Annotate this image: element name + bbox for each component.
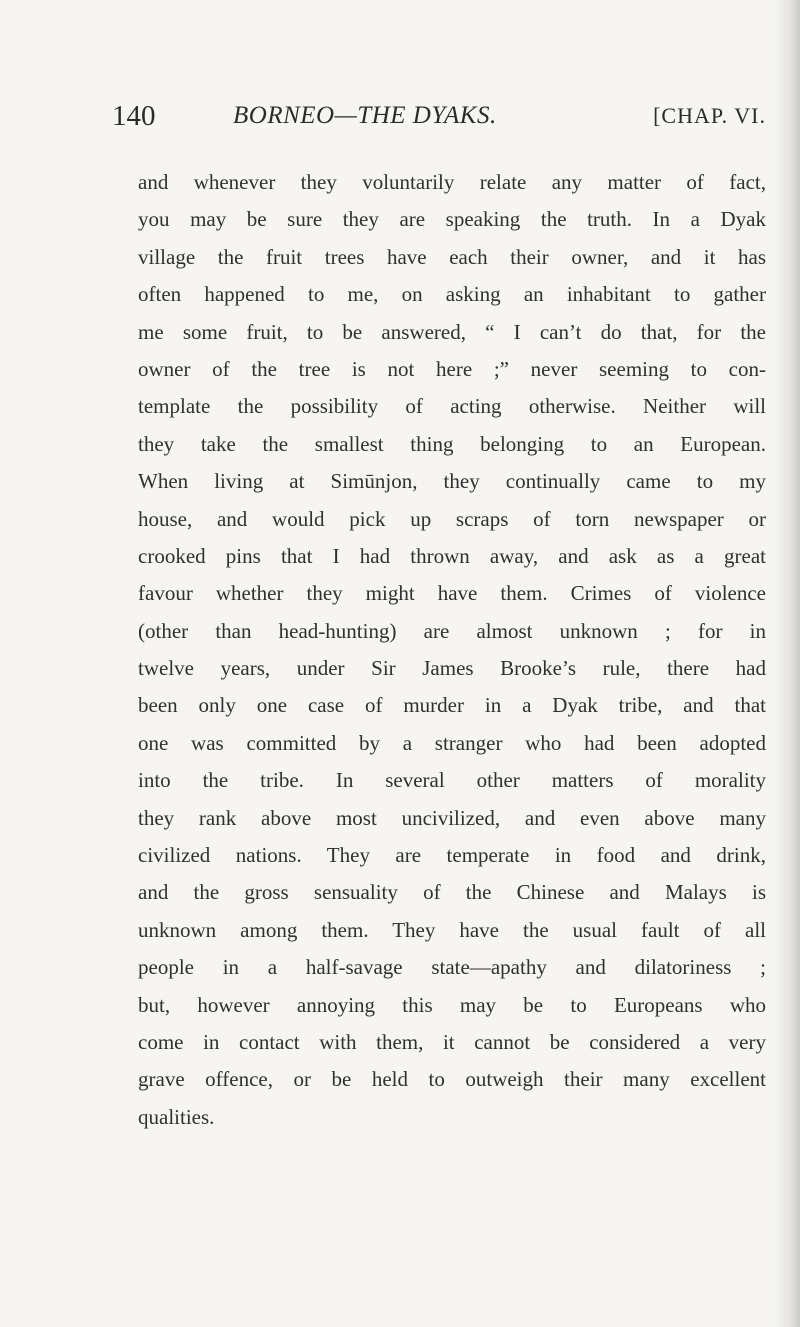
page-number: 140 xyxy=(112,100,156,132)
text-line: template the possibility of acting otherwise. Neither will xyxy=(138,394,766,419)
text-line: house, and would pick up scraps of torn newspaper or xyxy=(138,506,766,531)
text-line: qualities. xyxy=(138,1104,215,1129)
text-line: unknown among them. They have the usual fault of all xyxy=(138,917,766,942)
chapter-reference: [CHAP. VI. xyxy=(653,103,766,128)
text-line: village the fruit trees have each their owner, and it has xyxy=(138,244,766,269)
text-line: they take the smallest thing belonging to an European. xyxy=(138,431,766,456)
text-line: and whenever they voluntarily relate any matter of fact, xyxy=(138,170,766,194)
page-edge-shadow xyxy=(774,0,800,1327)
text-line: me some fruit, to be answered, “ I can’t do that, for the xyxy=(138,319,766,344)
body-text xyxy=(138,164,766,1136)
text-line: and the gross sensuality of the Chinese and Malays is xyxy=(138,880,766,905)
text-line: owner of the tree is not here ;” never seeming to con- xyxy=(138,356,766,381)
text-line: often happened to me, on asking an inhabitant to gather xyxy=(138,282,766,307)
text-line: come in contact with them, it cannot be considered a very xyxy=(138,1029,766,1054)
text-line: into the tribe. In several other matters of morality xyxy=(138,768,766,793)
text-line: grave offence, or be held to outweigh their many excellent xyxy=(138,1067,766,1092)
running-title: BORNEO—THE DYAKS. xyxy=(233,102,497,129)
text-line: you may be sure they are speaking the truth. In a Dyak xyxy=(138,207,766,232)
text-line: crooked pins that I had thrown away, and ask as a great xyxy=(138,543,766,568)
text-line: twelve years, under Sir James Brooke’s rule, there had xyxy=(138,656,766,681)
text-line: people in a half-savage state—apathy and dilatoriness ; xyxy=(138,955,766,980)
text-line: civilized nations. They are temperate in food and drink, xyxy=(138,843,766,868)
text-line: but, however annoying this may be to Europeans who xyxy=(138,992,766,1017)
text-line: one was committed by a stranger who had been adopted xyxy=(138,730,766,755)
text-line: favour whether they might have them. Crimes of violence xyxy=(138,581,766,606)
text-line: been only one case of murder in a Dyak tribe, and that xyxy=(138,693,766,718)
text-line: they rank above most uncivilized, and even above many xyxy=(138,805,766,830)
text-line: (other than head-hunting) are almost unknown ; for in xyxy=(138,618,766,643)
text-line: When living at Simūnjon, they continually came to my xyxy=(138,469,766,494)
running-head xyxy=(112,96,766,136)
